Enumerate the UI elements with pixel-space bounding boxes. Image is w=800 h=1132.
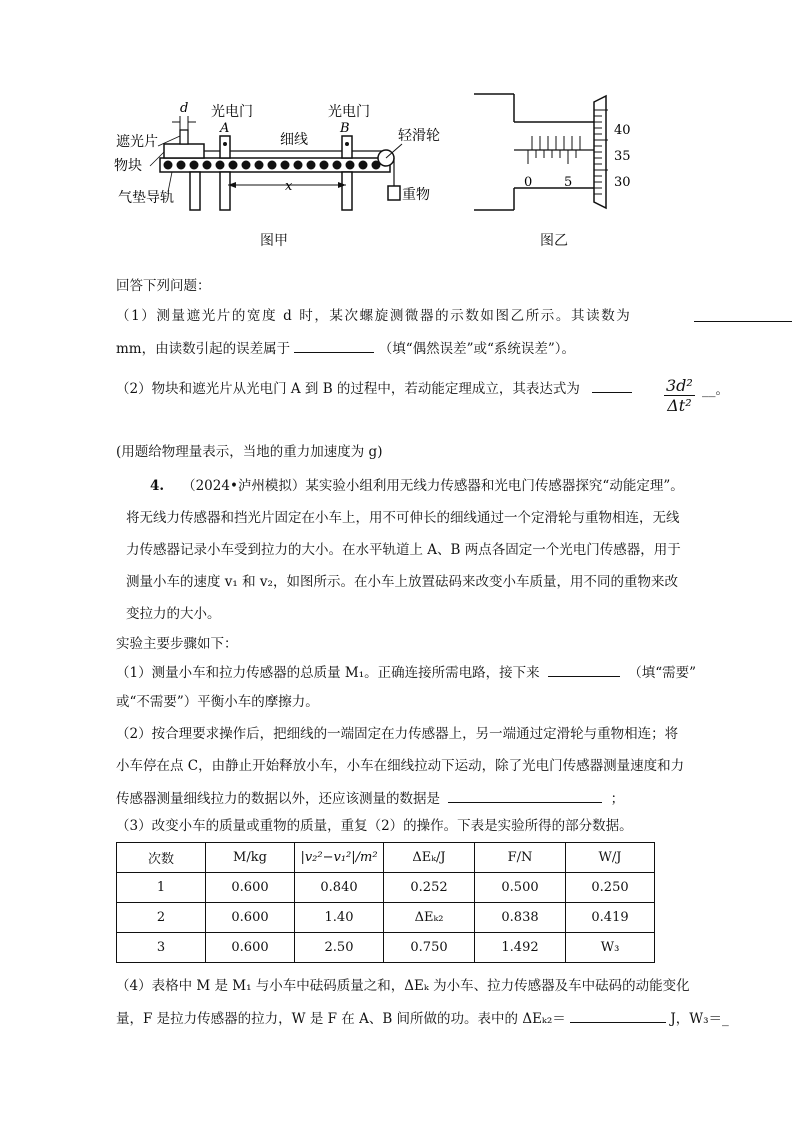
q3-expression-blank[interactable] (592, 378, 632, 393)
q3-expression-fraction: $\frac{\text{3d²}}{\text{Δt²}}$ (666, 376, 693, 415)
label-gate1: 光电门 (211, 104, 253, 120)
gate-b (342, 136, 352, 158)
table-row (117, 903, 655, 933)
figure-jia (110, 92, 450, 227)
thimble-label-35: 35 (614, 149, 631, 164)
label-A: A (220, 121, 230, 136)
q4-step2-line2: 小车停在点 C，由静止开始释放小车，小车在细线拉动下运动，除了光电门传感器测量速度和力 (116, 758, 685, 774)
thimble-label-30: 30 (614, 175, 631, 190)
q4-intro-line2: 将无线力传感器和挡光片固定在小车上，用不可伸长的细线通过一个定滑轮与重物相连，无线 (126, 510, 680, 526)
table-header: W/J (566, 843, 655, 873)
label-B: B (340, 121, 350, 136)
label-weight: 重物 (402, 187, 430, 203)
q3-part2: （2）物块和遮光片从光电门 A 到 B 的过程中，若动能定理成立，其表达式为 (116, 378, 632, 399)
q4-friction-blank[interactable] (548, 662, 620, 677)
table-header-row (117, 843, 655, 873)
q4-step2-line3: 传感器测量细线拉力的数据以外，还应该测量的数据是 ； (116, 788, 624, 809)
table-header: M/kg (206, 843, 295, 873)
table-cell: 2 (117, 903, 206, 933)
q4-step4-line1: （4）表格中 M 是 M₁ 与小车中砝码质量之和，ΔEₖ 为小车、拉力传感器及车中砝码的动能变化 (116, 978, 690, 994)
answer-prompt: 回答下列问题： (116, 278, 211, 294)
table-cell: 0.840 (295, 873, 384, 903)
table-cell: 2.50 (295, 933, 384, 963)
q4-dek2-blank[interactable] (570, 1008, 666, 1023)
table-cell: 1.492 (475, 933, 566, 963)
table-cell: 0.838 (475, 903, 566, 933)
table-cell: 0.600 (206, 933, 295, 963)
label-pulley: 轻滑轮 (398, 128, 440, 144)
q4-intro-line4: 测量小车的速度 v₁ 和 v₂，如图所示。在小车上放置砝码来改变小车质量，用不同的重物来改 (126, 574, 678, 590)
table-cell: ΔEₖ₂ (384, 903, 475, 933)
q4-intro-line1: 4. （2024•泸州模拟）某实验小组利用无线力传感器和光电门传感器探究“动能定理”。 (150, 478, 684, 494)
table-cell: 0.600 (206, 903, 295, 933)
label-gate2: 光电门 (328, 104, 370, 120)
weight (388, 186, 400, 200)
q4-step3: （3）改变小车的质量或重物的质量，重复（2）的操作。下表是实验所得的部分数据。 (116, 818, 633, 834)
table-cell: 0.252 (384, 873, 475, 903)
q4-step2-line1: （2）按合理要求操作后，把细线的一端固定在力传感器上，另一端通过定滑轮与重物相连；将 (116, 726, 679, 742)
table-cell: 0.600 (206, 873, 295, 903)
table-row (117, 873, 655, 903)
gate-a (220, 136, 230, 158)
label-d: d (180, 101, 189, 116)
caption-yi: 图乙 (540, 233, 568, 249)
q4-intro-line3: 力传感器记录小车受到拉力的大小。在水平轨道上 A、B 两点各固定一个光电门传感器，用于 (126, 542, 681, 558)
table-cell: 0.500 (475, 873, 566, 903)
table-header: ΔEₖ/J (384, 843, 475, 873)
q3-part1-line2: mm，由读数引起的误差属于 （填“偶然误差”或“系统误差”）。 (116, 338, 575, 359)
q4-number: 4. (150, 478, 165, 494)
figure-yi (470, 92, 650, 214)
q4-intro-line5: 变拉力的大小。 (126, 606, 221, 622)
table-row (117, 933, 655, 963)
q3-part1-line1: （1）测量遮光片的宽度 d 时，某次螺旋测微器的示数如图乙所示。其读数为 (116, 308, 632, 324)
thimble-label-40: 40 (614, 123, 631, 138)
table-cell: 0.250 (566, 873, 655, 903)
table-header: F/N (475, 843, 566, 873)
table-cell: 0.419 (566, 903, 655, 933)
table-cell: 3 (117, 933, 206, 963)
block (164, 144, 204, 158)
table-header: 次数 (117, 843, 206, 873)
label-track: 气垫导轨 (118, 190, 174, 206)
label-string: 细线 (280, 132, 308, 148)
label-x: x (285, 179, 293, 194)
q3-note: (用题给物理量表示，当地的重力加速度为 g) (116, 444, 383, 460)
q4-steps-title: 实验主要步骤如下： (116, 636, 238, 652)
shade-plate (180, 130, 188, 144)
q4-step4-line2: 量，F 是拉力传感器的拉力，W 是 F 在 A、B 间所做的功。表中的 ΔEₖ₂＝ J，W₃＝_ (116, 1008, 729, 1029)
table-cell: 0.750 (384, 933, 475, 963)
table-header: |v₂²−v₁²|/m² (295, 843, 384, 873)
track-holes (164, 161, 381, 170)
table-cell: W₃ (566, 933, 655, 963)
data-table (116, 842, 655, 963)
label-block: 物块 (114, 158, 142, 174)
q4-step1-line1: （1）测量小车和拉力传感器的总质量 M₁。正确连接所需电路，接下来 （填“需要” (116, 662, 696, 683)
caption-jia: 图甲 (260, 233, 288, 249)
sleeve-label-0: 0 (524, 175, 533, 190)
table-cell: 1 (117, 873, 206, 903)
table-cell: 1.40 (295, 903, 384, 933)
sleeve-label-5: 5 (564, 175, 573, 190)
q3-reading-blank[interactable] (694, 307, 792, 322)
label-shade: 遮光片 (116, 134, 158, 150)
q3-expression-tail: __。 (702, 382, 729, 398)
q3-error-type-blank[interactable] (294, 338, 374, 353)
q4-measure-blank[interactable] (448, 788, 602, 803)
q4-step1-line2: 或“不需要”）平衡小车的摩擦力。 (116, 694, 319, 710)
